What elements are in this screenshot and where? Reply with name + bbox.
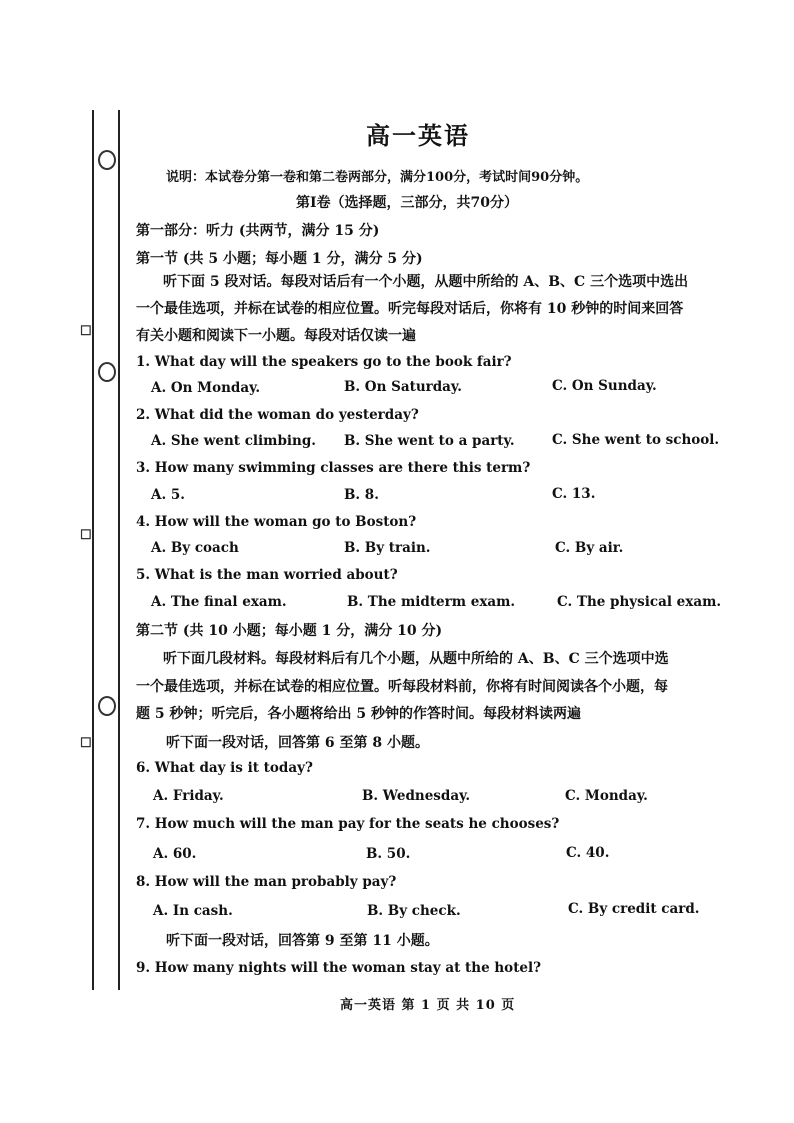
section1-directions-line: 有关小题和阅读下一小题。每段对话仅读一遍 <box>136 328 416 344</box>
option-b: B. By train. <box>344 540 431 556</box>
question-stem: 3. How many swimming classes are there this term? <box>136 460 531 476</box>
option-b: B. Wednesday. <box>362 788 471 804</box>
question-stem: 7. How much will the man pay for the seats he chooses? <box>136 816 560 832</box>
section1-heading: 第一节 (共 5 小题；每小题 1 分，满分 5 分) <box>136 251 423 267</box>
section2-heading: 第二节 (共 10 小题；每小题 1 分，满分 10 分) <box>136 623 443 639</box>
margin-mark: ☐ <box>80 736 92 751</box>
binding-hole-icon <box>98 150 116 170</box>
option-a: A. The final exam. <box>151 594 287 610</box>
option-c: C. 13. <box>552 486 596 502</box>
question-stem: 4. How will the woman go to Boston? <box>136 514 417 530</box>
page-title: 高一英语 <box>366 121 470 150</box>
section1-directions-line: 听下面 5 段对话。每段对话后有一个小题，从题中所给的 A、B、C 三个选项中选出 <box>163 274 689 290</box>
option-a: A. In cash. <box>153 903 233 919</box>
option-c: C. The physical exam. <box>557 594 722 610</box>
binding-line-outer <box>92 110 94 990</box>
page-footer: 高一英语 第 1 页 共 10 页 <box>340 998 516 1013</box>
option-c: C. By air. <box>555 540 624 556</box>
option-a: A. By coach <box>151 540 239 556</box>
option-b: B. She went to a party. <box>344 433 515 449</box>
binding-hole-icon <box>98 362 116 382</box>
part1-heading: 第一部分：听力 (共两节，满分 15 分) <box>136 223 380 239</box>
question-stem: 9. How many nights will the woman stay at the hotel? <box>136 960 542 976</box>
option-b: B. 50. <box>366 846 411 862</box>
section2-directions-line: 题 5 秒钟；听完后，各小题将给出 5 秒钟的作答时间。每段材料读两遍 <box>136 706 581 722</box>
option-b: B. 8. <box>344 487 379 503</box>
option-b: B. By check. <box>367 903 461 919</box>
question-stem: 2. What did the woman do yesterday? <box>136 407 419 423</box>
section2-directions-line: 听下面几段材料。每段材料后有几个小题，从题中所给的 A、B、C 三个选项中选 <box>163 651 669 667</box>
question-stem: 8. How will the man probably pay? <box>136 874 397 890</box>
option-a: A. Friday. <box>153 788 224 804</box>
option-a: A. She went climbing. <box>151 433 316 449</box>
question-stem: 5. What is the man worried about? <box>136 567 398 583</box>
dialogue-intro: 听下面一段对话，回答第 9 至第 11 小题。 <box>166 933 439 949</box>
binding-line-inner <box>118 110 120 990</box>
option-c: C. On Sunday. <box>552 378 657 394</box>
exam-instructions: 说明：本试卷分第一卷和第二卷两部分，满分100分，考试时间90分钟。 <box>166 170 589 185</box>
binding-hole-icon <box>98 696 116 716</box>
option-c: C. She went to school. <box>552 432 720 448</box>
option-c: C. 40. <box>566 845 610 861</box>
section2-directions-line: 一个最佳选项，并标在试卷的相应位置。听每段材料前，你将有时间阅读各个小题，每 <box>136 679 668 695</box>
option-c: C. Monday. <box>565 788 648 804</box>
volume-heading: 第Ⅰ卷（选择题，三部分，共70分） <box>296 195 519 211</box>
option-a: A. 5. <box>151 487 185 503</box>
margin-mark: ☐ <box>80 528 92 543</box>
section1-directions-line: 一个最佳选项，并标在试卷的相应位置。听完每段对话后，你将有 10 秒钟的时间来回答 <box>136 301 684 317</box>
question-stem: 1. What day will the speakers go to the book fair? <box>136 354 512 370</box>
option-a: A. On Monday. <box>151 380 261 396</box>
option-b: B. On Saturday. <box>344 379 462 395</box>
option-c: C. By credit card. <box>568 901 700 917</box>
option-b: B. The midterm exam. <box>347 594 516 610</box>
option-a: A. 60. <box>153 846 197 862</box>
dialogue-intro: 听下面一段对话，回答第 6 至第 8 小题。 <box>166 735 429 751</box>
question-stem: 6. What day is it today? <box>136 760 313 776</box>
margin-mark: ☐ <box>80 324 92 339</box>
